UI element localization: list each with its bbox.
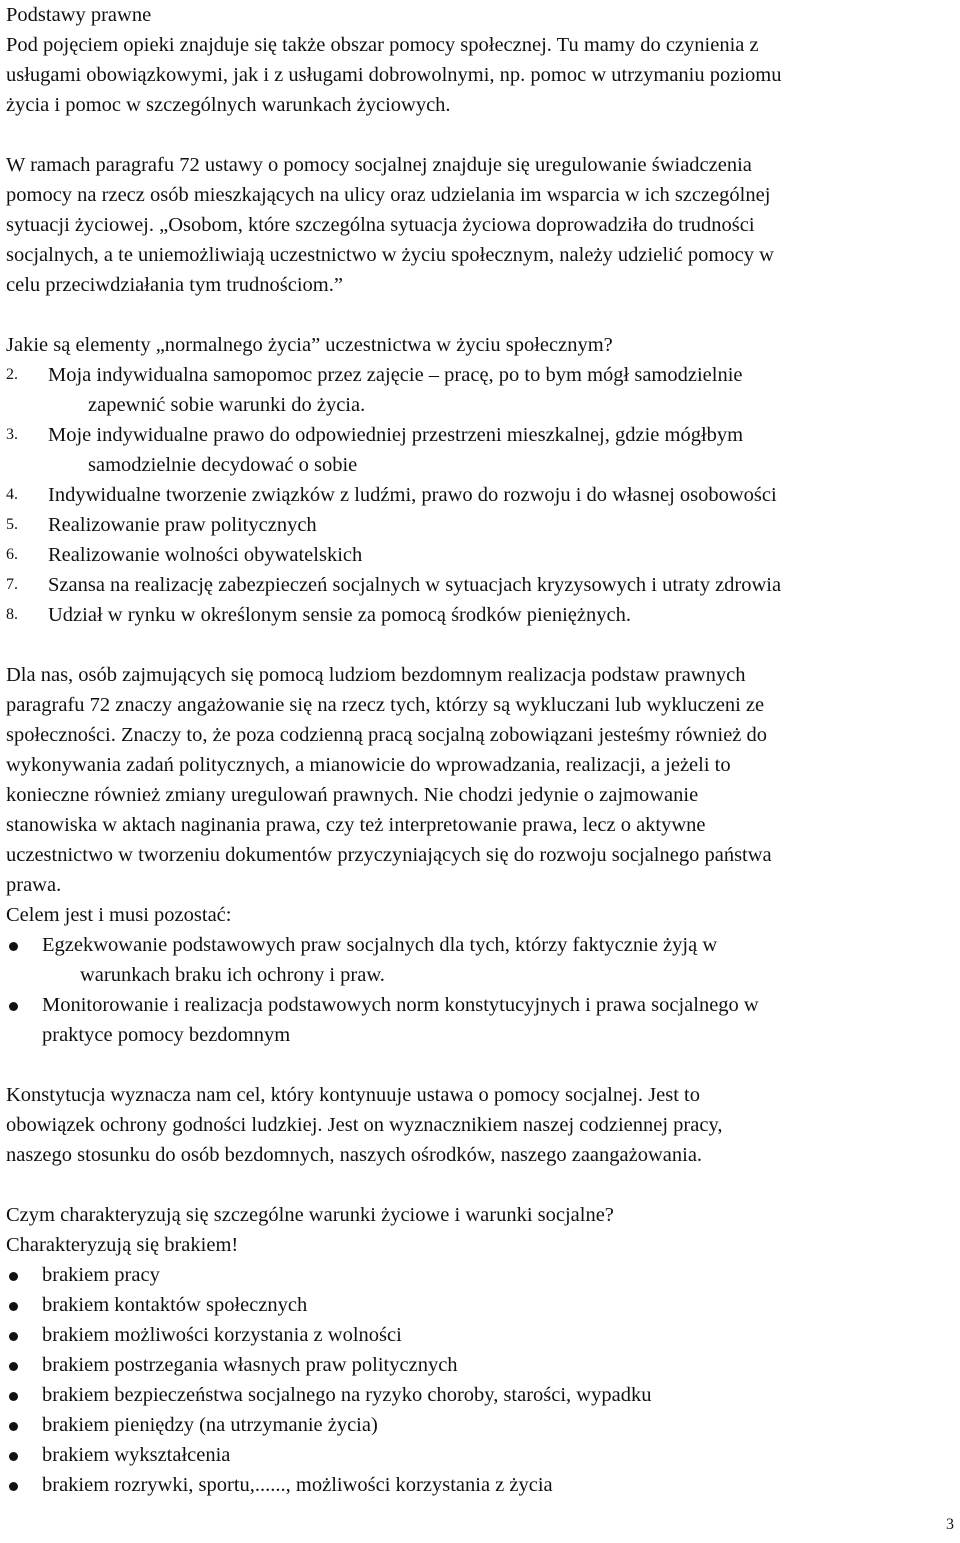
list-item-continuation: warunkach braku ich ochrony i praw. — [80, 964, 385, 986]
list-number: 3. — [6, 426, 18, 443]
list-item — [6, 540, 952, 570]
section-paragraph-72 — [6, 150, 952, 300]
list-item — [6, 930, 952, 990]
list-item-text: Realizowanie wolności obywatelskich — [48, 544, 363, 566]
list-number: 4. — [6, 486, 18, 503]
paragraph-line: naszego stosunku do osób bezdomnych, naszych ośrodków, naszego zaangażowania. — [6, 1144, 703, 1166]
bullet-icon — [9, 942, 18, 951]
paragraph-line: Dla nas, osób zajmujących się pomocą ludziom bezdomnym realizacja podstaw prawnych — [6, 664, 746, 686]
section-our-role — [6, 660, 952, 930]
normal-life-elements-list — [6, 360, 952, 630]
list-number: 8. — [6, 606, 18, 623]
list-item — [6, 600, 952, 630]
list-number: 7. — [6, 576, 18, 593]
list-item — [6, 990, 952, 1050]
paragraph-line: prawa. — [6, 874, 62, 896]
list-item-text: brakiem możliwości korzystania z wolności — [42, 1324, 402, 1346]
list-item-text: brakiem postrzegania własnych praw politycznych — [42, 1354, 458, 1376]
list-item — [6, 1290, 952, 1320]
list-item-text: brakiem pracy — [42, 1264, 160, 1286]
list-item-text: Moja indywidualna samopomoc przez zajęcie – pracę, po to bym mógł samodzielnie — [48, 364, 743, 386]
paragraph-line: sytuacji życiowej. „Osobom, które szczególna sytuacja życiowa doprowadziła do trudności — [6, 214, 755, 236]
bullet-icon — [9, 1392, 18, 1401]
section-legal-basis — [6, 0, 952, 120]
paragraph-line: Pod pojęciem opieki znajduje się także obszar pomocy społecznej. Tu mamy do czynienia z — [6, 34, 759, 56]
paragraph-line: wykonywania zadań politycznych, a mianowicie do wprowadzania, realizacji, a jeżeli to — [6, 754, 731, 776]
list-item-text: brakiem bezpieczeństwa socjalnego na ryzyko choroby, starości, wypadku — [42, 1384, 652, 1406]
bullet-icon — [9, 1362, 18, 1371]
list-number: 5. — [6, 516, 18, 533]
paragraph-line: socjalnych, a te uniemożliwiają uczestnictwo w życiu społecznym, należy udzielić pomocy w — [6, 244, 774, 266]
section-title: Podstawy prawne — [6, 4, 152, 26]
spacer — [6, 1170, 952, 1200]
list-item-text: Egzekwowanie podstawowych praw socjalnych dla tych, którzy faktycznie żyją w — [42, 934, 718, 956]
list-item-continuation: praktyce pomocy bezdomnym — [42, 1024, 291, 1046]
list-item-text: Monitorowanie i realizacja podstawowych norm konstytucyjnych i prawa socjalnego w — [42, 994, 759, 1016]
paragraph-line: uczestnictwo w tworzeniu dokumentów przyczyniających się do rozwoju socjalnego państwa — [6, 844, 772, 866]
list-item — [6, 570, 952, 600]
list-item-text: Moje indywidualne prawo do odpowiedniej przestrzeni mieszkalnej, gdzie mógłbym — [48, 424, 744, 446]
paragraph-line: życia i pomoc w szczególnych warunkach życiowych. — [6, 94, 451, 116]
paragraph-line: obowiązek ochrony godności ludzkiej. Jest on wyznacznikiem naszej codziennej pracy, — [6, 1114, 723, 1136]
list-item — [6, 420, 952, 480]
document-page — [6, 0, 952, 1500]
list-number: 2. — [6, 366, 18, 383]
list-item — [6, 1350, 952, 1380]
paragraph-line: W ramach paragrafu 72 ustawy o pomocy socjalnej znajduje się uregulowanie świadczenia — [6, 154, 752, 176]
list-item-text: brakiem pieniędzy (na utrzymanie życia) — [42, 1414, 378, 1436]
list-item-text: Szansa na realizację zabezpieczeń socjalnych w sytuacjach kryzysowych i utraty zdrowia — [48, 574, 782, 596]
paragraph-line: społeczności. Znaczy to, że poza codzienną pracą socjalną zobowiązani jesteśmy również do — [6, 724, 768, 746]
list-item — [6, 1410, 952, 1440]
list-item — [6, 360, 952, 420]
list-item-continuation: samodzielnie decydować o sobie — [88, 454, 358, 476]
bullet-icon — [9, 1272, 18, 1281]
bullet-icon — [9, 1002, 18, 1011]
section-constitution — [6, 1080, 952, 1170]
paragraph-line: Konstytucja wyznacza nam cel, który kontynuuje ustawa o pomocy socjalnej. Jest to — [6, 1084, 700, 1106]
list-item — [6, 1380, 952, 1410]
question-heading: Czym charakteryzują się szczególne warunki życiowe i warunki socjalne? — [6, 1204, 614, 1226]
bullet-icon — [9, 1452, 18, 1461]
list-item-continuation: zapewnić sobie warunki do życia. — [88, 394, 366, 416]
lacks-list — [6, 1260, 952, 1500]
list-item — [6, 1260, 952, 1290]
spacer — [6, 120, 952, 150]
paragraph-line: stanowiska w aktach naginania prawa, czy też interpretowanie prawa, lecz o aktywne — [6, 814, 706, 836]
list-item-text: brakiem rozrywki, sportu,......, możliwości korzystania z życia — [42, 1474, 553, 1496]
paragraph-line: pomocy na rzecz osób mieszkających na ulicy oraz udzielania im wsparcia w ich szczególnej — [6, 184, 771, 206]
goals-list — [6, 930, 952, 1050]
bullet-icon — [9, 1332, 18, 1341]
list-item — [6, 480, 952, 510]
list-item-text: Udział w rynku w określonym sensie za pomocą środków pieniężnych. — [48, 604, 631, 626]
paragraph-line: konieczne również zmiany uregulowań prawnych. Nie chodzi jedynie o zajmowanie — [6, 784, 699, 806]
list-number: 6. — [6, 546, 18, 563]
section-conditions — [6, 1200, 952, 1260]
list-item — [6, 1470, 952, 1500]
bullet-icon — [9, 1482, 18, 1491]
list-item-text: brakiem wykształcenia — [42, 1444, 231, 1466]
list-item — [6, 510, 952, 540]
spacer — [6, 300, 952, 330]
list-item-text: Indywidualne tworzenie związków z ludźmi, prawo do rozwoju i do własnej osobowości — [48, 484, 777, 506]
page-number: 3 — [946, 1516, 954, 1533]
list-item-text: Realizowanie praw politycznych — [48, 514, 317, 536]
spacer — [6, 630, 952, 660]
bullet-icon — [9, 1422, 18, 1431]
answer-line: Charakteryzują się brakiem! — [6, 1234, 239, 1256]
spacer — [6, 1050, 952, 1080]
paragraph-line: paragrafu 72 znaczy angażowanie się na rzecz tych, którzy są wykluczani lub wykluczeni ze — [6, 694, 765, 716]
list-item — [6, 1320, 952, 1350]
goal-intro: Celem jest i musi pozostać: — [6, 904, 232, 926]
list-item — [6, 1440, 952, 1470]
paragraph-line: usługami obowiązkowymi, jak i z usługami dobrowolnymi, np. pomoc w utrzymaniu poziomu — [6, 64, 782, 86]
question-heading: Jakie są elementy „normalnego życia” uczestnictwa w życiu społecznym? — [6, 334, 613, 356]
list-item-text: brakiem kontaktów społecznych — [42, 1294, 308, 1316]
paragraph-line: celu przeciwdziałania tym trudnościom.” — [6, 274, 343, 296]
bullet-icon — [9, 1302, 18, 1311]
